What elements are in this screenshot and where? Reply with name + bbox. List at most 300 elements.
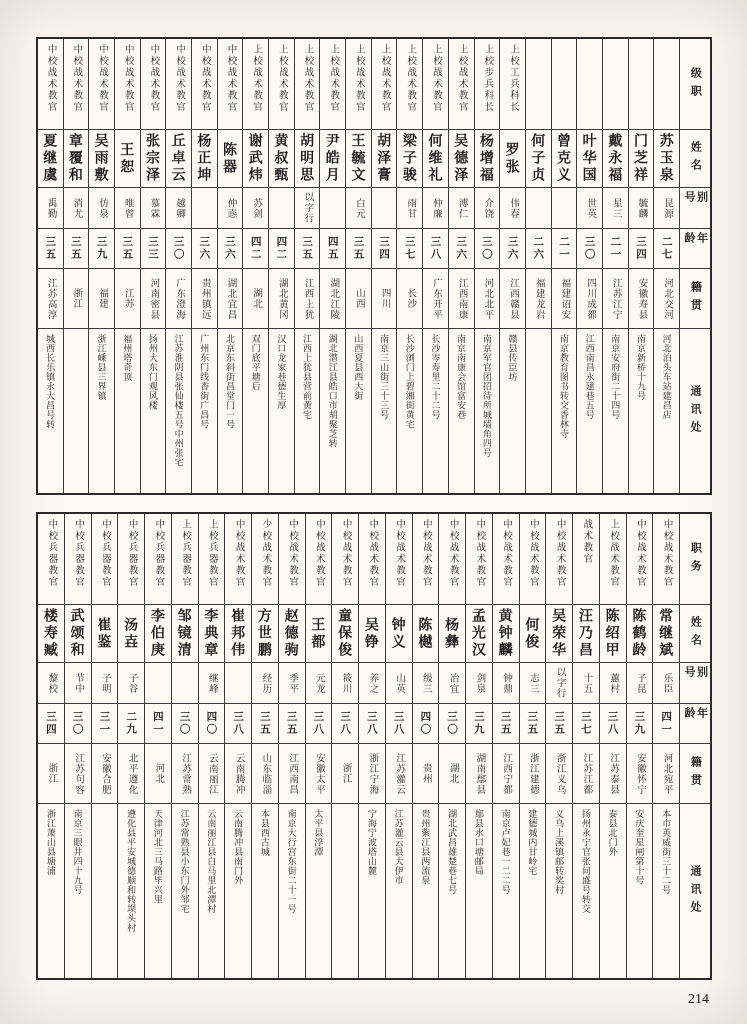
person-address-cell: 南京三眼井四十九号	[72, 809, 83, 895]
person-age-cell: 三五	[38, 229, 63, 269]
person-age-cell: 四二	[269, 229, 294, 269]
person-alias-cell: 仲廉	[423, 188, 448, 229]
person-column	[628, 39, 654, 493]
person-column	[331, 514, 358, 978]
person-native-cell: 安徽太平	[306, 744, 332, 804]
person-address-cell	[64, 329, 89, 493]
person-address-cell: 扬州大东门观风楼	[147, 334, 158, 410]
person-address-cell: 福州塔奇顶	[122, 334, 133, 382]
person-alias-cell: 毓麟	[629, 188, 654, 229]
person-age-cell: 三七	[573, 704, 599, 744]
person-alias-cell: 子昆	[627, 663, 653, 704]
person-alias-cell: 禹勤	[38, 188, 63, 229]
person-age-cell: 三九	[466, 704, 492, 744]
person-rank-cell	[577, 39, 602, 130]
person-address-cell: 宁海宁波塔山麓	[366, 809, 377, 876]
person-name-cell: 崔邦伟	[225, 605, 251, 663]
person-address-cell: 南京教育图书转交香林寺	[558, 334, 569, 439]
person-column	[412, 514, 439, 978]
person-rank-cell: 上校兵器教官	[172, 514, 198, 605]
person-alias-cell: 志三	[520, 663, 546, 704]
person-address-cell: 遵化县平安城德顺和转坝头村	[126, 809, 137, 933]
header-alias-label: 别号	[680, 663, 710, 704]
person-alias-cell: 节中	[65, 663, 91, 704]
person-rank-cell: 上校战术教官	[423, 39, 448, 130]
person-address-cell: 浙江萧山县塘浦	[45, 809, 56, 876]
person-name-cell: 门芝祥	[629, 130, 654, 188]
person-column	[38, 514, 64, 978]
person-rank-cell	[552, 39, 577, 130]
person-column	[358, 514, 385, 978]
person-alias-cell	[192, 188, 217, 229]
person-name-cell: 尹皓月	[320, 130, 345, 188]
person-alias-cell: 蕙村	[600, 663, 626, 704]
person-native-cell: 四川	[372, 269, 397, 329]
person-native-cell: 四川成都	[577, 269, 602, 329]
person-alias-cell: 以字行	[546, 663, 572, 704]
person-column	[492, 514, 519, 978]
person-column	[438, 514, 465, 978]
person-name-cell: 赵德驹	[279, 605, 305, 663]
person-alias-cell	[372, 188, 397, 229]
person-address-cell: 鄢县水口塘邮局	[473, 809, 484, 876]
person-name-cell: 童保俊	[332, 605, 358, 663]
person-native-cell: 河北	[145, 744, 171, 804]
person-rank-cell: 中校战术教官	[306, 514, 332, 605]
person-rank-cell	[603, 39, 628, 130]
person-address-cell: 湖北潜江县皓口市胡聚芝转	[327, 334, 338, 448]
person-age-cell: 三八	[386, 704, 412, 744]
person-native-cell: 江西宁都	[493, 744, 519, 804]
header-column	[679, 39, 710, 493]
person-name-cell: 汪乃昌	[573, 605, 599, 663]
header-native-label: 籍贯	[680, 269, 710, 329]
person-alias-cell: 溥仁	[449, 188, 474, 229]
person-alias-cell: 雨甘	[397, 188, 422, 229]
person-rank-cell: 中校战术教官	[225, 514, 251, 605]
person-native-cell: 江苏江都	[573, 744, 599, 804]
person-column	[198, 514, 225, 978]
person-name-cell: 杨正坤	[192, 130, 217, 188]
person-name-cell: 何俊	[520, 605, 546, 663]
person-age-cell: 三五	[346, 229, 371, 269]
person-name-cell: 吴铮	[359, 605, 385, 663]
person-alias-cell: 消尤	[64, 188, 89, 229]
person-rank-cell: 中校战术教官	[359, 514, 385, 605]
person-native-cell: 江西上犹	[295, 269, 320, 329]
header-column	[679, 514, 710, 978]
person-native-cell: 江苏高淳	[38, 269, 63, 329]
person-alias-cell	[526, 188, 551, 229]
person-address-cell: 江苏灌云县大伊市	[393, 809, 404, 885]
person-address-cell: 天津河北三马路毕兴里	[152, 809, 163, 904]
person-alias-cell	[552, 188, 577, 229]
person-age-cell: 三八	[306, 704, 332, 744]
person-native-cell: 湖北黄冈	[269, 269, 294, 329]
person-native-cell: 湖南鄢县	[466, 744, 492, 804]
person-alias-cell	[172, 663, 198, 704]
person-address-cell: 本县西古城	[259, 809, 270, 857]
person-name-cell: 李伯庚	[145, 605, 171, 663]
person-age-cell: 四一	[653, 704, 679, 744]
person-address-cell: 赣县传臣坊	[507, 334, 518, 382]
person-rank-cell: 上校战术教官	[449, 39, 474, 130]
person-native-cell: 安徽寿县	[629, 269, 654, 329]
person-column	[117, 514, 144, 978]
person-age-cell: 三〇	[172, 704, 198, 744]
person-column	[499, 39, 525, 493]
person-name-cell: 杨彝	[439, 605, 465, 663]
person-name-cell: 崔鉴	[92, 605, 118, 663]
person-alias-cell: 季平	[279, 663, 305, 704]
person-column	[599, 514, 626, 978]
person-address-cell: 河北泊头车站建昌店	[661, 334, 672, 420]
person-column	[396, 39, 422, 493]
person-alias-cell: 介饶	[475, 188, 500, 229]
person-age-cell: 三六	[449, 229, 474, 269]
person-native-cell: 山西	[346, 269, 371, 329]
person-name-cell: 何维礼	[423, 130, 448, 188]
person-name-cell: 吴雨敷	[89, 130, 114, 188]
person-alias-cell: 冶宜	[439, 663, 465, 704]
person-address-cell: 山西夏县西大街	[353, 334, 364, 401]
person-age-cell: 三五	[252, 704, 278, 744]
person-name-cell: 罗张	[500, 130, 525, 188]
person-name-cell: 苏玉泉	[654, 130, 679, 188]
person-column	[91, 514, 118, 978]
person-native-cell: 湖北宜昌	[218, 269, 243, 329]
person-address-cell	[92, 804, 118, 978]
header-name-label: 姓名	[680, 130, 710, 188]
person-rank-cell: 中校战术教官	[218, 39, 243, 130]
person-address-cell: 南京新桥十九号	[635, 334, 646, 401]
person-rank-cell: 中校战术教官	[520, 514, 546, 605]
person-rank-cell: 上校战术教官	[320, 39, 345, 130]
person-name-cell: 胡明思	[295, 130, 320, 188]
person-column	[345, 39, 371, 493]
person-column	[626, 514, 653, 978]
person-age-cell: 四一	[145, 704, 171, 744]
person-age-cell: 二九	[118, 704, 144, 744]
person-native-cell: 广东开平	[423, 269, 448, 329]
person-age-cell: 二一	[552, 229, 577, 269]
person-native-cell: 江苏句容	[65, 744, 91, 804]
person-name-cell: 邹镜清	[172, 605, 198, 663]
person-column	[224, 514, 251, 978]
person-address-cell: 本市英威街三十二号	[661, 809, 672, 895]
person-column	[422, 39, 448, 493]
person-alias-cell: 子明	[92, 663, 118, 704]
person-address-cell: 长沙浏门上碧湘街黄宅	[404, 334, 415, 429]
person-column	[251, 514, 278, 978]
person-column	[576, 39, 602, 493]
person-age-cell: 三五	[546, 704, 572, 744]
person-address-cell: 南京卢妃巷一二二号	[500, 809, 511, 895]
person-column	[88, 39, 114, 493]
person-rank-cell: 中校战术教官	[493, 514, 519, 605]
person-column	[217, 39, 243, 493]
person-address-cell: 长沙岑寿里二十二号	[430, 334, 441, 420]
person-column	[294, 39, 320, 493]
header-address-label: 通讯处	[689, 385, 701, 439]
person-column	[114, 39, 140, 493]
person-rank-cell: 少校战术教官	[252, 514, 278, 605]
person-alias-cell: 经历	[252, 663, 278, 704]
person-rank-cell: 中校战术教官	[89, 39, 114, 130]
person-rank-cell: 上校步兵科长	[475, 39, 500, 130]
person-address-cell: 义乌上溪镇邮转奖村	[554, 809, 565, 895]
person-address-cell: 江西上犹县营前黄宅	[302, 334, 313, 420]
person-age-cell: 三〇	[439, 704, 465, 744]
header-address-label: 通讯处	[689, 865, 701, 919]
person-address-cell: 江苏淮阴县张仙楼五号中州张宅	[173, 334, 184, 467]
person-native-cell: 云南丽江	[199, 744, 225, 804]
person-native-cell: 湖北	[439, 744, 465, 804]
person-alias-cell: 苏剑	[243, 188, 268, 229]
person-age-cell: 三〇	[65, 704, 91, 744]
person-age-cell: 三八	[600, 704, 626, 744]
person-column	[602, 39, 628, 493]
person-alias-cell: 伟春	[500, 188, 525, 229]
person-rank-cell: 中校兵器教官	[65, 514, 91, 605]
person-column	[165, 39, 191, 493]
person-column	[385, 514, 412, 978]
person-rank-cell: 上校战术教官	[372, 39, 397, 130]
person-native-cell: 浙江建德	[520, 744, 546, 804]
person-name-cell: 张宗泽	[141, 130, 166, 188]
person-native-cell: 河北交河	[654, 269, 679, 329]
person-address-cell	[332, 804, 358, 978]
person-alias-cell: 元龙	[306, 663, 332, 704]
header-age-label: 年龄	[680, 704, 710, 744]
person-address-cell: 汉口龙家巷德生厚	[276, 334, 287, 410]
person-age-cell: 三四	[629, 229, 654, 269]
person-native-cell: 江西南昌	[279, 744, 305, 804]
person-native-cell: 福建龙岩	[526, 269, 551, 329]
person-column	[242, 39, 268, 493]
person-alias-cell: 昆源	[654, 188, 679, 229]
person-age-cell: 三五	[279, 704, 305, 744]
person-native-cell: 江苏江宁	[603, 269, 628, 329]
person-column	[545, 514, 572, 978]
person-name-cell: 李典章	[199, 605, 225, 663]
person-rank-cell	[629, 39, 654, 130]
person-column	[64, 514, 91, 978]
person-native-cell: 安徽合肥	[92, 744, 118, 804]
person-address-cell: 双门底平塘后	[250, 334, 261, 391]
person-native-cell: 江苏灌云	[386, 744, 412, 804]
person-name-cell: 陈绍甲	[600, 605, 626, 663]
person-alias-cell: 钟鼎	[493, 663, 519, 704]
person-column	[371, 39, 397, 493]
person-alias-cell: 白元	[346, 188, 371, 229]
person-rank-cell: 中校战术教官	[279, 514, 305, 605]
person-alias-cell: 级三	[413, 663, 439, 704]
person-name-cell: 曾克义	[552, 130, 577, 188]
person-age-cell: 二一	[603, 229, 628, 269]
person-name-cell: 夏继虞	[38, 130, 63, 188]
person-rank-cell: 中校战术教官	[166, 39, 191, 130]
person-name-cell: 王都	[306, 605, 332, 663]
person-name-cell: 王毓文	[346, 130, 371, 188]
person-address-cell: 南京军官团招待所城墙角四号	[481, 334, 492, 458]
person-alias-cell: 慕霖	[141, 188, 166, 229]
person-column	[191, 39, 217, 493]
person-age-cell: 四〇	[413, 704, 439, 744]
person-address-cell: 广州东门线香街广昌号	[199, 334, 210, 429]
person-name-cell: 何子贞	[526, 130, 551, 188]
person-alias-cell: 继峰	[199, 663, 225, 704]
person-address-cell: 贵州紫江县两流泉	[420, 809, 431, 885]
person-age-cell: 四二	[243, 229, 268, 269]
person-age-cell: 三六	[500, 229, 525, 269]
person-address-cell: 浙江嵊县三界镇	[96, 334, 107, 401]
person-age-cell: 三一	[92, 704, 118, 744]
person-rank-cell: 中校战术教官	[653, 514, 679, 605]
person-name-cell: 方世鹏	[252, 605, 278, 663]
person-native-cell: 江苏	[115, 269, 140, 329]
person-address-cell: 云南丽江县白马里北潭村	[206, 809, 217, 914]
person-rank-cell	[654, 39, 679, 130]
person-age-cell: 三五	[295, 229, 320, 269]
person-rank-cell: 上校战术教官	[269, 39, 294, 130]
person-column	[519, 514, 546, 978]
person-alias-cell: 星三	[603, 188, 628, 229]
person-name-cell: 梁子骏	[397, 130, 422, 188]
person-name-cell: 戴永福	[603, 130, 628, 188]
person-native-cell: 浙江	[64, 269, 89, 329]
person-name-cell: 黄钟麟	[493, 605, 519, 663]
header-age-label: 年龄	[680, 229, 710, 269]
person-name-cell: 杨增福	[475, 130, 500, 188]
person-alias-cell: 剑泉	[466, 663, 492, 704]
person-name-cell: 叶华国	[577, 130, 602, 188]
person-rank-cell: 中校战术教官	[141, 39, 166, 130]
person-column	[319, 39, 345, 493]
person-address-cell	[526, 329, 551, 493]
person-column	[572, 514, 599, 978]
person-name-cell: 汤壵	[118, 605, 144, 663]
person-alias-cell: 筱川	[332, 663, 358, 704]
person-rank-cell: 中校兵器教官	[145, 514, 171, 605]
person-alias-cell: 仿泉	[89, 188, 114, 229]
person-native-cell: 河北宛平	[653, 744, 679, 804]
person-name-cell: 武颂和	[65, 605, 91, 663]
person-name-cell: 陈鹤龄	[627, 605, 653, 663]
person-address-cell: 城西长乐镇永大昌号转	[45, 334, 56, 429]
person-native-cell: 河北北平	[475, 269, 500, 329]
person-age-cell: 三八	[225, 704, 251, 744]
person-age-cell: 三九	[627, 704, 653, 744]
page-number: 214	[688, 992, 709, 1007]
person-native-cell: 贵州镇远	[192, 269, 217, 329]
person-age-cell: 三〇	[475, 229, 500, 269]
person-alias-cell: 唯曾	[115, 188, 140, 229]
person-native-cell: 江西南康	[449, 269, 474, 329]
person-rank-cell: 中校战术教官	[627, 514, 653, 605]
person-alias-cell: 子谷	[118, 663, 144, 704]
person-column	[551, 39, 577, 493]
person-name-cell: 楼寿臧	[38, 605, 64, 663]
person-alias-cell: 十五	[573, 663, 599, 704]
person-rank-cell: 上校兵器教官	[199, 514, 225, 605]
person-column	[305, 514, 332, 978]
person-name-cell: 章覆和	[64, 130, 89, 188]
person-address-cell: 南京安府街二十四号	[610, 334, 621, 420]
person-native-cell: 江苏常熟	[172, 744, 198, 804]
person-native-cell: 云南腾冲	[225, 744, 251, 804]
person-native-cell: 浙江	[332, 744, 358, 804]
person-name-cell: 钟义	[386, 605, 412, 663]
person-age-cell: 三八	[332, 704, 358, 744]
person-address-cell: 北京东斜街昌堂门一号	[224, 334, 235, 429]
person-name-cell: 丘卓云	[166, 130, 191, 188]
person-address-cell: 泰县北门外	[607, 809, 618, 857]
person-age-cell: 三六	[218, 229, 243, 269]
person-column	[171, 514, 198, 978]
person-rank-cell: 中校战术教官	[64, 39, 89, 130]
person-age-cell: 三五	[115, 229, 140, 269]
person-rank-cell: 上校战术教官	[295, 39, 320, 130]
person-native-cell: 江苏泰县	[600, 744, 626, 804]
person-rank-cell: 中校战术教官	[413, 514, 439, 605]
person-native-cell: 浙江义乌	[546, 744, 572, 804]
header-alias-label: 别号	[680, 188, 710, 229]
person-name-cell: 吴德泽	[449, 130, 474, 188]
person-rank-cell: 上校战术教官	[600, 514, 626, 605]
person-rank-cell: 中校战术教官	[466, 514, 492, 605]
person-rank-cell: 中校兵器教官	[118, 514, 144, 605]
person-rank-cell: 上校战术教官	[346, 39, 371, 130]
person-column	[38, 39, 63, 493]
person-age-cell: 三三	[141, 229, 166, 269]
person-native-cell: 福建诏安	[552, 269, 577, 329]
person-name-cell: 谢武炜	[243, 130, 268, 188]
person-alias-cell	[320, 188, 345, 229]
person-column	[144, 514, 171, 978]
person-native-cell: 广东澄海	[166, 269, 191, 329]
person-native-cell: 浙江宁海	[359, 744, 385, 804]
person-rank-cell: 中校战术教官	[332, 514, 358, 605]
person-address-cell: 扬州永宁官张问盛号转交	[580, 809, 591, 914]
person-column	[268, 39, 294, 493]
person-age-cell: 三五	[520, 704, 546, 744]
person-native-cell: 河南密县	[141, 269, 166, 329]
person-rank-cell: 中校战术教官	[115, 39, 140, 130]
person-alias-cell: 乐臣	[653, 663, 679, 704]
person-alias-cell: 以字行	[295, 188, 320, 229]
officer-table-bottom	[36, 512, 712, 980]
person-native-cell: 浙江	[38, 744, 64, 804]
person-name-cell: 陈樾	[413, 605, 439, 663]
person-alias-cell: 世英	[577, 188, 602, 229]
person-age-cell: 三四	[38, 704, 64, 744]
person-alias-cell	[145, 663, 171, 704]
person-address-cell: 云南腾冲县南门外	[233, 809, 244, 885]
person-age-cell: 二七	[654, 229, 679, 269]
header-name-label: 姓名	[680, 605, 710, 663]
person-alias-cell: 越卿	[166, 188, 191, 229]
person-alias-cell: 山英	[386, 663, 412, 704]
person-name-cell: 胡泽膏	[372, 130, 397, 188]
person-native-cell: 山东临淄	[252, 744, 278, 804]
person-native-cell: 湖北江陵	[320, 269, 345, 329]
person-name-cell: 陈器	[218, 130, 243, 188]
person-address-cell: 南京南康会馆富安巷	[456, 334, 467, 420]
person-alias-cell: 黎校	[38, 663, 64, 704]
person-column	[465, 514, 492, 978]
person-column	[448, 39, 474, 493]
